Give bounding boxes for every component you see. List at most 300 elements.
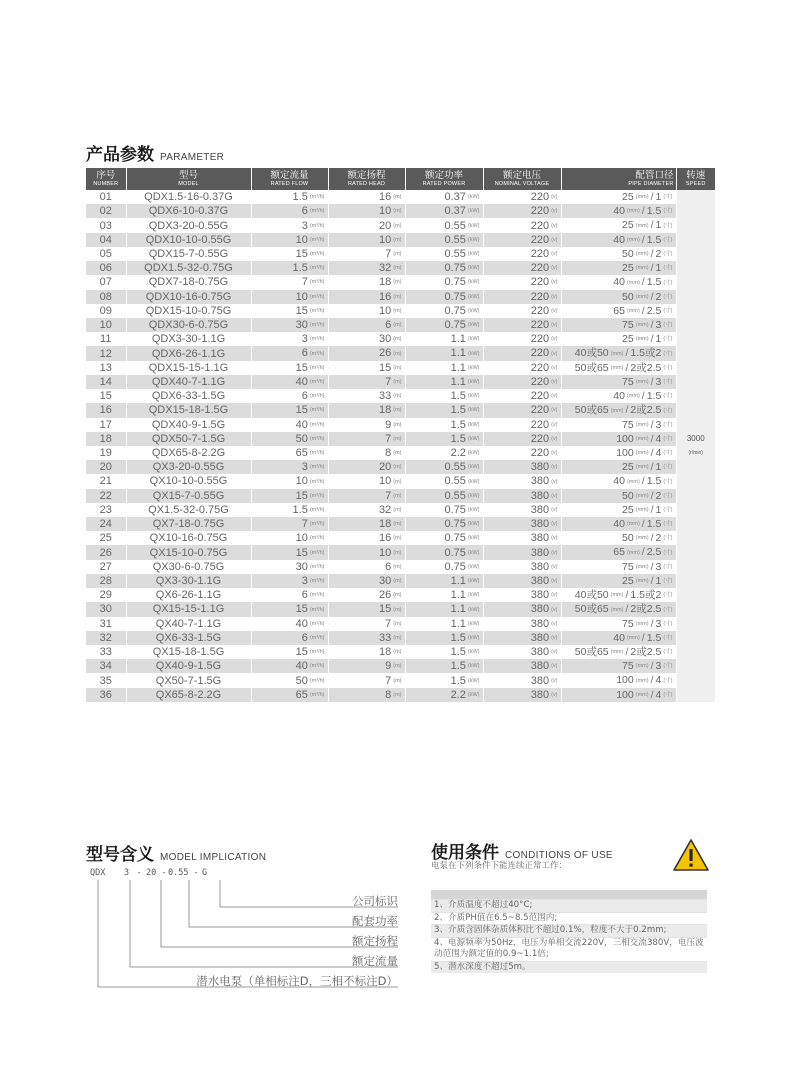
- cell-power-value: 1.5: [450, 631, 466, 644]
- unit-head: (m): [393, 578, 402, 585]
- cell-number: 23: [86, 503, 126, 517]
- unit-voltage: (v): [551, 563, 558, 570]
- cell-pipe-mm: 50: [622, 290, 634, 303]
- cell-flow-value: 3: [301, 219, 308, 232]
- cell-power-value: 1.5: [450, 418, 466, 431]
- conditions-title-en: CONDITIONS OF USE: [505, 850, 613, 861]
- pipe-separator: /: [641, 475, 645, 488]
- pipe-separator: /: [650, 262, 654, 275]
- pipe-separator: /: [650, 418, 654, 431]
- cell-power-value: 1.5: [450, 432, 466, 445]
- unit-flow: (m³/h): [309, 350, 325, 357]
- cell-flow-value: 50: [295, 674, 308, 687]
- cell-flow-value: 1.5: [292, 191, 308, 204]
- cell-voltage-value: 220: [530, 304, 550, 317]
- cell-model: QDX15-7-0.55G: [126, 247, 251, 261]
- unit-power: (kW): [467, 578, 480, 585]
- unit-voltage: (v): [551, 265, 558, 272]
- cell-voltage-value: 380: [530, 461, 550, 474]
- cell-head-value: 8: [385, 688, 392, 701]
- conditions-box: [431, 890, 707, 973]
- label-head: 额定扬程: [352, 934, 398, 948]
- cell-pipe-inch: 1.5: [646, 390, 662, 403]
- pipe-separator: /: [625, 646, 629, 658]
- cell-pipe-inch: 1.5或2: [630, 589, 662, 602]
- cell-number: 34: [86, 659, 126, 673]
- cell-voltage-value: 380: [530, 631, 550, 644]
- unit-voltage: (v): [551, 521, 558, 528]
- cell-model: QDX6-26-1.1G: [126, 346, 251, 360]
- cell-voltage-value: 220: [530, 361, 550, 374]
- cell-power-value: 0.75: [444, 518, 466, 531]
- cell-voltage-value: 380: [530, 518, 550, 531]
- cell-power-value: 1.1: [450, 574, 466, 587]
- cell-number: 14: [86, 375, 126, 389]
- cell-pipe-mm: 40: [613, 205, 625, 218]
- cell-power-value: 0.55: [444, 233, 466, 246]
- conditions-box-header-bar: [431, 890, 707, 899]
- unit-head: (m): [393, 478, 402, 485]
- cell-power-value: 1.5: [450, 404, 466, 417]
- unit-power: (kW): [467, 265, 480, 272]
- header-label-en: RATED POWER: [422, 180, 466, 187]
- cell-model: QDX15-15-1.1G: [126, 361, 251, 375]
- cell-number: 21: [86, 474, 126, 488]
- cell-pipe-mm: 40: [613, 631, 625, 644]
- unit-power: (kW): [467, 407, 480, 414]
- cell-pipe-inch: 1: [655, 461, 662, 474]
- cell-voltage-value: 380: [530, 589, 550, 602]
- unit-pipe-mm: (mm): [635, 691, 649, 698]
- cell-pipe-inch: 3: [655, 660, 662, 673]
- cell-model: QX50-7-1.5G: [126, 673, 251, 687]
- cell-number: 07: [86, 275, 126, 289]
- cell-pipe-inch: 4: [655, 432, 662, 445]
- cell-power-value: 0.75: [444, 304, 466, 317]
- unit-pipe-mm: (mm): [635, 435, 649, 442]
- cell-number: 13: [86, 361, 126, 375]
- unit-pipe-mm: (mm): [635, 464, 649, 471]
- unit-pipe-inch: (寸): [663, 364, 673, 371]
- model-code: [90, 868, 207, 878]
- cell-model: QX10-10-0.55G: [126, 474, 251, 488]
- unit-pipe-inch: (寸): [663, 649, 673, 656]
- unit-power: (kW): [467, 506, 480, 513]
- cell-pipe-mm: 40: [613, 276, 625, 289]
- unit-head: (m): [393, 563, 402, 570]
- unit-voltage: (v): [551, 535, 558, 542]
- unit-voltage: (v): [551, 379, 558, 385]
- cell-head-value: 15: [379, 603, 392, 616]
- unit-pipe-mm: (mm): [635, 663, 649, 670]
- unit-flow: (m³/h): [309, 549, 325, 556]
- condition-item: 3、介质含固体杂质体积比不超过0.1%，粒度不大于0.2mm;: [431, 925, 707, 937]
- label-power: 配套功率: [352, 914, 398, 928]
- unit-head: (m): [393, 379, 402, 385]
- cell-pipe-inch: 1: [655, 503, 662, 516]
- unit-pipe-inch: (寸): [663, 265, 673, 272]
- cell-voltage-value: 380: [530, 688, 550, 701]
- unit-voltage: (v): [551, 251, 558, 258]
- cell-pipe-inch: 1: [655, 191, 662, 203]
- cell-power-value: 1.5: [450, 646, 466, 659]
- unit-pipe-inch: (寸): [663, 322, 673, 329]
- cell-pipe-mm: 40: [613, 518, 625, 531]
- cell-model: QX30-6-0.75G: [126, 560, 251, 574]
- cell-head-value: 10: [379, 233, 392, 246]
- cell-pipe-inch: 1.5: [646, 631, 662, 644]
- unit-pipe-mm: (mm): [626, 279, 640, 286]
- cell-flow-value: 10: [295, 475, 308, 488]
- cell-head-value: 6: [385, 319, 392, 332]
- pipe-separator: /: [650, 247, 654, 260]
- unit-voltage: (v): [551, 606, 558, 613]
- pipe-separator: /: [650, 318, 654, 331]
- unit-head: (m): [393, 336, 402, 343]
- unit-voltage: (v): [551, 293, 558, 300]
- cell-head-value: 6: [385, 560, 392, 573]
- cell-voltage-value: 220: [530, 333, 550, 346]
- unit-flow: (m³/h): [309, 208, 325, 215]
- cell-pipe-mm: 50或65: [574, 361, 609, 374]
- cell-pipe-inch: 3: [655, 375, 662, 388]
- unit-pipe-mm: (mm): [635, 251, 649, 258]
- cell-pipe-inch: 4: [655, 446, 662, 459]
- unit-power: (kW): [467, 222, 480, 229]
- cell-pipe-mm: 25: [622, 219, 634, 232]
- cell-pipe-mm: 75: [622, 560, 634, 573]
- unit-pipe-mm: (mm): [610, 407, 624, 414]
- unit-power: (kW): [467, 592, 480, 599]
- unit-pipe-mm: (mm): [626, 478, 640, 485]
- cell-power-value: 0.55: [444, 489, 466, 502]
- cell-model: QX15-18-1.5G: [126, 645, 251, 659]
- unit-flow: (m³/h): [309, 279, 325, 286]
- cell-head-value: 7: [385, 617, 392, 630]
- header-label-zh: 额定功率: [424, 170, 463, 181]
- unit-power: (kW): [467, 393, 480, 400]
- unit-pipe-mm: (mm): [610, 350, 624, 357]
- unit-voltage: (v): [551, 691, 558, 698]
- cell-voltage-value: 380: [530, 503, 550, 516]
- unit-pipe-inch: (寸): [663, 478, 673, 485]
- unit-voltage: (v): [551, 407, 558, 414]
- cell-pipe-inch: 2: [655, 290, 662, 303]
- unit-head: (m): [393, 322, 402, 329]
- cell-head-value: 7: [385, 247, 392, 260]
- code-company: G: [202, 868, 208, 878]
- cell-head-value: 26: [379, 347, 392, 360]
- cell-model: QDX6-10-0.37G: [126, 204, 251, 218]
- cell-voltage-value: 220: [530, 404, 550, 417]
- unit-voltage: (v): [551, 506, 558, 513]
- cell-voltage-value: 380: [530, 617, 550, 630]
- unit-pipe-inch: (寸): [663, 194, 673, 201]
- pipe-separator: /: [641, 304, 645, 317]
- pipe-separator: /: [625, 589, 629, 602]
- cell-model: QDX3-30-1.1G: [126, 332, 251, 346]
- label-flow: 额定流量: [352, 954, 398, 968]
- parameter-title-en: PARAMETER: [160, 152, 225, 163]
- model-implication-title-en: MODEL IMPLICATION: [160, 852, 267, 863]
- cell-pipe-inch: 1.5: [646, 205, 662, 218]
- unit-pipe-mm: (mm): [635, 677, 649, 684]
- cell-pipe-mm: 65: [613, 546, 625, 559]
- cell-voltage-value: 380: [530, 546, 550, 559]
- cell-pipe-mm: 50或65: [574, 603, 609, 616]
- pipe-separator: /: [650, 688, 654, 701]
- cell-voltage-value: 380: [530, 574, 550, 587]
- unit-pipe-mm: (mm): [610, 606, 624, 613]
- header-label-zh: 序号: [96, 170, 116, 181]
- unit-pipe-mm: (mm): [626, 521, 640, 528]
- unit-power: (kW): [467, 379, 480, 385]
- unit-pipe-mm: (mm): [635, 194, 649, 201]
- cell-pipe-mm: 50或65: [574, 404, 609, 417]
- condition-item: 5、潜水深度不超过5m。: [431, 962, 707, 974]
- cell-head-value: 15: [379, 361, 392, 374]
- cell-power-value: 0.75: [444, 503, 466, 516]
- cell-pipe-inch: 1.5: [646, 276, 662, 289]
- cell-pipe-mm: 75: [622, 318, 634, 331]
- header-label-en: PIPE DIAMETER: [628, 180, 674, 187]
- unit-flow: (m³/h): [309, 535, 325, 542]
- pipe-separator: /: [650, 461, 654, 474]
- cell-number: 25: [86, 531, 126, 545]
- cell-head-value: 16: [379, 191, 392, 204]
- cell-model: QDX15-18-1.5G: [126, 403, 251, 417]
- pipe-separator: /: [641, 205, 645, 218]
- cell-flow-value: 15: [295, 603, 308, 616]
- cell-flow-value: 30: [295, 319, 308, 332]
- cell-power-value: 1.5: [450, 660, 466, 673]
- cell-pipe-mm: 25: [622, 503, 634, 516]
- unit-power: (kW): [467, 421, 480, 428]
- cell-flow-value: 15: [295, 646, 308, 659]
- unit-voltage: (v): [551, 435, 558, 442]
- cell-pipe-inch: 2: [655, 247, 662, 260]
- cell-power-value: 1.1: [450, 603, 466, 616]
- code-head: 20: [146, 868, 157, 878]
- unit-power: (kW): [467, 549, 480, 556]
- cell-pipe-inch: 1: [655, 333, 662, 346]
- cell-pipe-inch: 4: [655, 674, 662, 687]
- cell-model: QX65-8-2.2G: [126, 688, 251, 702]
- unit-flow: (m³/h): [309, 322, 325, 329]
- unit-power: (kW): [467, 606, 480, 613]
- conditions-title-zh: 使用条件: [431, 843, 499, 863]
- cell-power-value: 0.75: [444, 276, 466, 289]
- unit-pipe-inch: (寸): [663, 663, 673, 670]
- cell-flow-value: 3: [301, 461, 308, 474]
- cell-number: 08: [86, 290, 126, 304]
- unit-head: (m): [393, 464, 402, 471]
- pipe-separator: /: [650, 574, 654, 587]
- cell-pipe-mm: 50: [622, 247, 634, 260]
- cell-pipe-mm: 25: [622, 574, 634, 587]
- cell-pipe-inch: 4: [655, 688, 662, 701]
- cell-model: QX10-16-0.75G: [126, 531, 251, 545]
- pipe-separator: /: [650, 432, 654, 445]
- unit-power: (kW): [467, 350, 480, 357]
- cell-number: 29: [86, 588, 126, 602]
- unit-power: (kW): [467, 236, 480, 243]
- unit-voltage: (v): [551, 393, 558, 400]
- cell-head-value: 9: [385, 660, 392, 673]
- cell-pipe-inch: 1.5: [646, 518, 662, 531]
- cell-head-value: 10: [379, 304, 392, 317]
- cell-power-value: 1.1: [450, 589, 466, 602]
- unit-flow: (m³/h): [309, 222, 325, 229]
- pipe-separator: /: [641, 233, 645, 246]
- cell-head-value: 18: [379, 646, 392, 659]
- cell-model: QDX1.5-32-0.75G: [126, 261, 251, 275]
- unit-pipe-mm: (mm): [626, 549, 640, 556]
- unit-head: (m): [393, 251, 402, 258]
- cell-flow-value: 6: [301, 347, 308, 360]
- cell-pipe-mm: 50: [622, 489, 634, 502]
- condition-item: 4、电源频率为50Hz，电压为单相交流220V，三相交流380V，电压波动范围为额定值的0.9~1.1倍;: [431, 938, 707, 961]
- cell-flow-value: 6: [301, 205, 308, 218]
- pipe-separator: /: [650, 489, 654, 502]
- unit-power: (kW): [467, 194, 480, 201]
- unit-pipe-inch: (寸): [663, 492, 673, 499]
- unit-pipe-inch: (寸): [663, 222, 673, 229]
- cell-head-value: 16: [379, 532, 392, 545]
- cell-pipe-mm: 100: [616, 674, 634, 687]
- pipe-separator: /: [650, 333, 654, 346]
- pipe-separator: /: [650, 290, 654, 303]
- cell-pipe-inch: 3: [655, 318, 662, 331]
- header-label-en: RATED FLOW: [270, 180, 309, 187]
- unit-head: (m): [393, 620, 402, 627]
- cell-head-value: 18: [379, 404, 392, 417]
- model-implication-title-zh: 型号含义: [86, 845, 154, 865]
- cell-power-value: 0.75: [444, 546, 466, 559]
- cell-flow-value: 3: [301, 333, 308, 346]
- cell-power-value: 1.1: [450, 333, 466, 346]
- pipe-separator: /: [650, 660, 654, 673]
- header-label-zh: 转速: [686, 170, 706, 181]
- cell-flow-value: 6: [301, 631, 308, 644]
- unit-power: (kW): [467, 464, 480, 471]
- cell-model: QDX7-18-0.75G: [126, 275, 251, 289]
- cell-voltage-value: 220: [530, 262, 550, 275]
- cell-number: 28: [86, 574, 126, 588]
- unit-pipe-inch: (寸): [663, 307, 673, 314]
- cell-model: QDX30-6-0.75G: [126, 318, 251, 332]
- cell-pipe-inch: 1: [655, 219, 662, 232]
- unit-power: (kW): [467, 208, 480, 215]
- cell-number: 30: [86, 602, 126, 616]
- cell-head-value: 20: [379, 219, 392, 232]
- cell-model: QX15-7-0.55G: [126, 489, 251, 503]
- cell-pipe-mm: 25: [622, 191, 634, 203]
- unit-power: (kW): [467, 450, 480, 457]
- cell-head-value: 7: [385, 432, 392, 445]
- cell-head-value: 30: [379, 333, 392, 346]
- unit-pipe-inch: (寸): [663, 464, 673, 471]
- condition-item: 1、介质温度不超过40°C;: [431, 900, 707, 912]
- unit-voltage: (v): [551, 677, 558, 684]
- cell-power-value: 0.55: [444, 247, 466, 260]
- unit-pipe-mm: (mm): [635, 293, 649, 300]
- cell-voltage-value: 220: [530, 390, 550, 403]
- unit-pipe-inch: (寸): [663, 521, 673, 528]
- unit-flow: (m³/h): [309, 194, 325, 201]
- cell-number: 05: [86, 247, 126, 261]
- cell-model: QDX50-7-1.5G: [126, 432, 251, 446]
- unit-power: (kW): [467, 336, 480, 343]
- unit-voltage: (v): [551, 663, 558, 670]
- unit-head: (m): [393, 194, 402, 201]
- unit-pipe-mm: (mm): [635, 535, 649, 542]
- cell-voltage-value: 220: [530, 233, 550, 246]
- unit-voltage: (v): [551, 549, 558, 556]
- cell-number: 24: [86, 517, 126, 531]
- cell-flow-value: 10: [295, 233, 308, 246]
- cell-flow-value: 40: [295, 375, 308, 388]
- unit-flow: (m³/h): [309, 464, 325, 471]
- unit-pipe-inch: (寸): [663, 421, 673, 428]
- cell-flow-value: 15: [295, 361, 308, 374]
- unit-pipe-mm: (mm): [610, 649, 624, 656]
- unit-head: (m): [393, 222, 402, 229]
- cell-number: 04: [86, 233, 126, 247]
- unit-head: (m): [393, 265, 402, 272]
- cell-head-value: 20: [379, 461, 392, 474]
- cell-number: 36: [86, 688, 126, 702]
- cell-number: 06: [86, 261, 126, 275]
- pipe-separator: /: [650, 503, 654, 516]
- cell-power-value: 0.75: [444, 532, 466, 545]
- unit-head: (m): [393, 350, 402, 357]
- cell-flow-value: 10: [295, 290, 308, 303]
- unit-flow: (m³/h): [309, 236, 325, 243]
- pipe-separator: /: [641, 631, 645, 644]
- unit-head: (m): [393, 279, 402, 286]
- cell-pipe-mm: 25: [622, 262, 634, 275]
- cell-number: 09: [86, 304, 126, 318]
- pipe-separator: /: [650, 532, 654, 545]
- code-sep-3: -: [193, 868, 199, 878]
- unit-voltage: (v): [551, 620, 558, 627]
- code-sep-1: -: [136, 868, 142, 878]
- cell-pipe-mm: 40或50: [574, 589, 609, 602]
- cell-pipe-mm: 50或65: [574, 646, 609, 658]
- cell-pipe-inch: 3: [655, 560, 662, 573]
- unit-power: (kW): [467, 535, 480, 542]
- cell-voltage-value: 380: [530, 489, 550, 502]
- unit-voltage: (v): [551, 279, 558, 286]
- cell-voltage-value: 380: [530, 560, 550, 573]
- unit-pipe-mm: (mm): [626, 307, 640, 314]
- unit-power: (kW): [467, 279, 480, 286]
- unit-flow: (m³/h): [309, 620, 325, 627]
- unit-power: (kW): [467, 293, 480, 300]
- cell-pipe-mm: 75: [622, 418, 634, 431]
- cell-power-value: 0.55: [444, 461, 466, 474]
- cell-pipe-inch: 2.5: [646, 546, 662, 559]
- cell-number: 27: [86, 560, 126, 574]
- cell-power-value: 1.5: [450, 390, 466, 403]
- unit-flow: (m³/h): [309, 521, 325, 528]
- pipe-separator: /: [641, 546, 645, 559]
- cell-power-value: 0.75: [444, 290, 466, 303]
- cell-model: QDX40-9-1.5G: [126, 418, 251, 432]
- unit-voltage: (v): [551, 649, 558, 656]
- unit-flow: (m³/h): [309, 421, 325, 428]
